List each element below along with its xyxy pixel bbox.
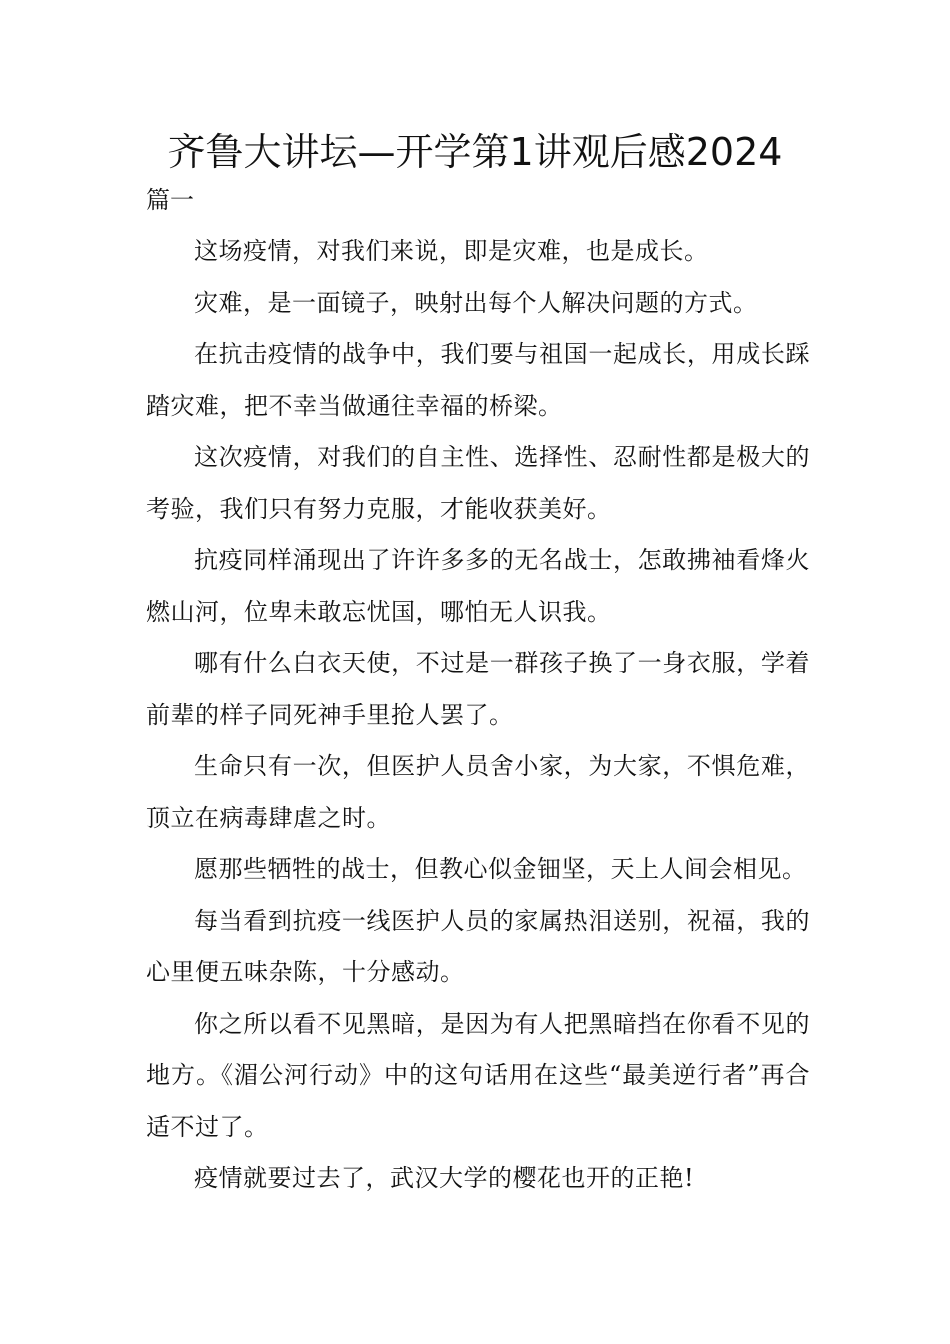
paragraph: 生命只有一次，但医护人员舍小家，为大家，不惧危难，顶立在病毒肆虐之时。 [146, 752, 810, 832]
paragraph: 愿那些牺牲的战士，但教心似金钿坚，天上人间会相见。 [194, 855, 807, 883]
document-body [146, 226, 810, 1205]
paragraph: 你之所以看不见黑暗，是因为有人把黑暗挡在你看不见的地方。《湄公河行动》中的这句话用在这些“最美逆行者”再合适不过了。 [146, 1009, 810, 1141]
paragraph: 疫情就要过去了，武汉大学的樱花也开的正艳! [194, 1164, 695, 1192]
paragraph: 哪有什么白衣天使，不过是一群孩子换了一身衣服，学着前辈的样子同死神手里抢人罢了。 [146, 649, 810, 729]
paragraph: 每当看到抗疫一线医护人员的家属热泪送别，祝福，我的心里便五味杂陈，十分感动。 [146, 906, 810, 986]
paragraph: 抗疫同样涌现出了许许多多的无名战士，怎敢拂袖看烽火燃山河，位卑未敢忘忧国，哪怕无人识我。 [146, 546, 810, 626]
section-label: 篇一 [146, 186, 194, 214]
paragraph: 灾难，是一面镜子，映射出每个人解决问题的方式。 [194, 288, 758, 317]
paragraph: 在抗击疫情的战争中，我们要与祖国一起成长，用成长踩踏灾难，把不幸当做通往幸福的桥梁。 [146, 340, 810, 420]
document-title: 齐鲁大讲坛—开学第1讲观后感2024 [167, 130, 783, 174]
paragraph: 这场疫情，对我们来说，即是灾难，也是成长。 [194, 237, 709, 265]
paragraph: 这次疫情，对我们的自主性、选择性、忍耐性都是极大的考验，我们只有努力克服，才能收获美好。 [146, 443, 810, 523]
